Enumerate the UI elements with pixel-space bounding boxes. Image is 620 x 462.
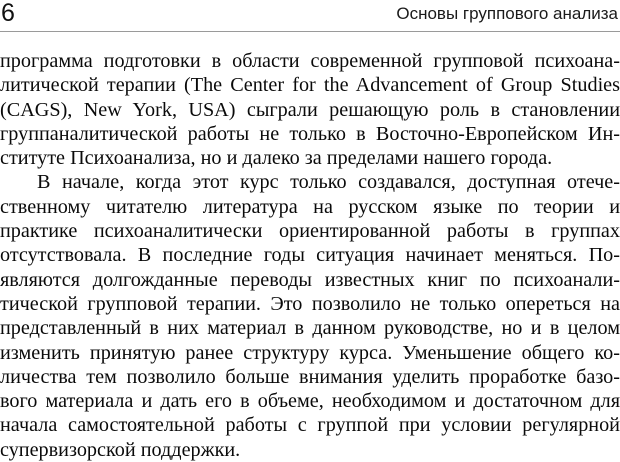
text-line: ственному читателю литература на русском языке по теории и <box>0 195 620 218</box>
body-text <box>0 49 620 462</box>
running-title: Основы группового анализа <box>396 4 618 23</box>
paragraph-first-line: В начале, когда этот курс только создавался, доступная отече- <box>37 171 620 194</box>
text-line: личества тем позволило больше внимания уделить проработке базо- <box>0 365 620 388</box>
text-line: представленный в них материал в данном руководстве, но и в целом <box>0 317 620 340</box>
header-divider <box>0 31 620 32</box>
text-line: тической групповой терапии. Это позволило не только опереться на <box>0 292 620 315</box>
text-line: (CAGS), New York, USA) сыграли решающую роль в становлении <box>0 98 620 121</box>
text-line: изменить принятую ранее структуру курса. Уменьшение общего ко- <box>0 341 620 364</box>
page-header <box>0 0 620 30</box>
text-line: практике психоаналитически ориентированной работы в группах <box>0 220 620 243</box>
text-line: ституте Психоанализа, но и далеко за пределами нашего города. <box>0 147 553 170</box>
text-line: программа подготовки в области современной групповой психоана- <box>0 50 620 72</box>
text-line: вого материала и дать его в объеме, необходимом и достаточном для <box>0 390 620 413</box>
text-line: отсутствовала. В последние годы ситуация начинает меняться. По- <box>0 244 620 267</box>
text-line: литической терапии (The Center for the Advancement of Group Studies <box>0 74 620 97</box>
text-line: группаналитической работы не только в Восточно-Европейском Ин- <box>0 122 620 145</box>
text-line: супервизорской поддержки. <box>0 438 241 461</box>
text-line: начала самостоятельной работы с группой при условии регулярной <box>0 414 620 437</box>
page-number: 6 <box>1 0 15 27</box>
text-line: являются долгожданные переводы известных книг по психоанали- <box>0 268 620 291</box>
